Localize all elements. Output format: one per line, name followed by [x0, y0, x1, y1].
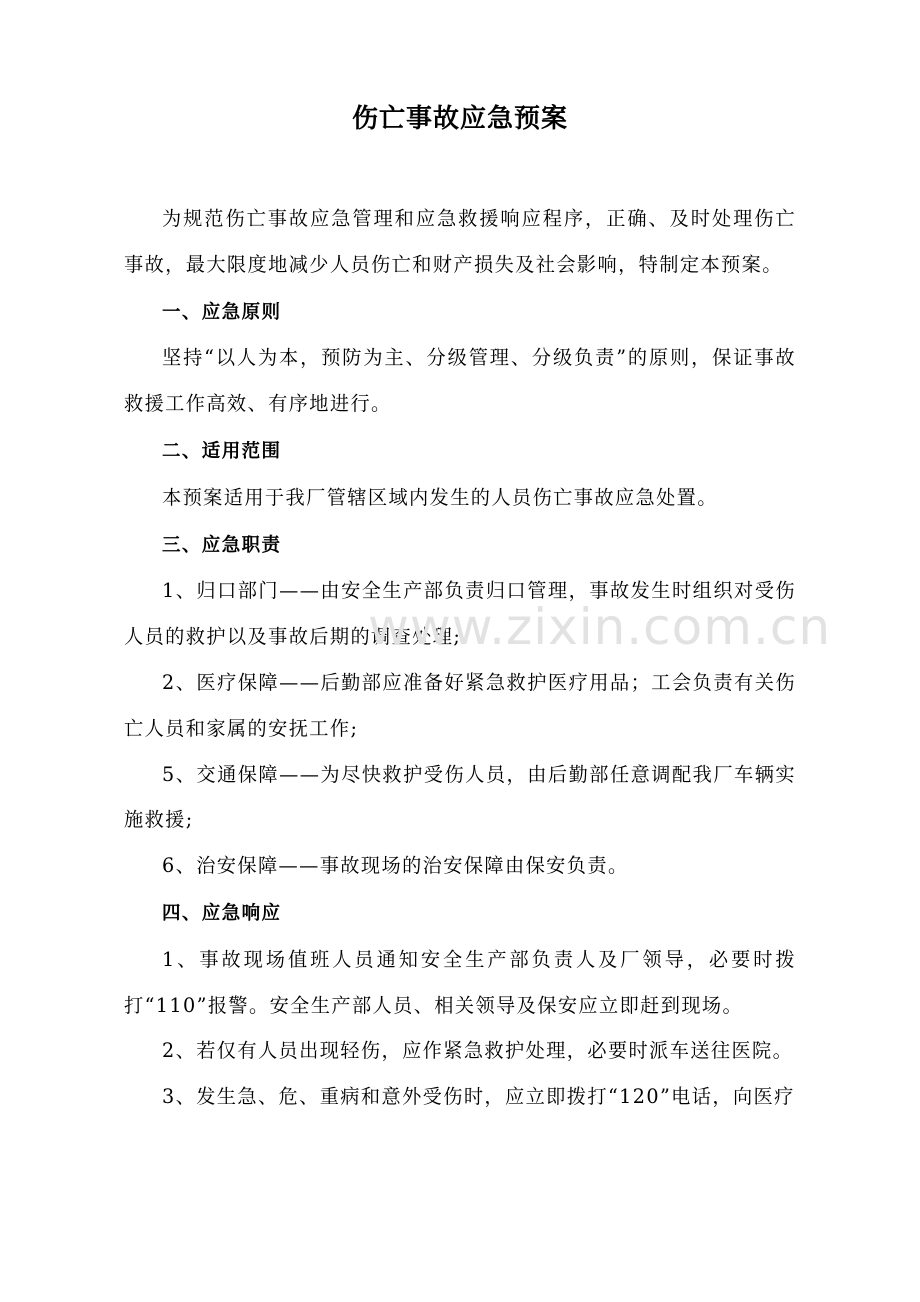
- duty-item: 6、治安保障——事故现场的治安保障由保安负责。: [162, 854, 629, 878]
- section-heading-duties: 三、应急职责: [162, 534, 282, 556]
- intro-paragraph: 为规范伤亡事故应急管理和应急救援响应程序，正确、及时处理伤亡事故，最大限度地减少人员伤亡和财产损失及社会影响，特制定本预案。: [124, 207, 796, 276]
- duty-item: 2、医疗保障——后勤部应准备好紧急救护医疗用品；工会负责有关伤亡人员和家属的安抚工作;: [124, 670, 796, 740]
- section-heading-response: 四、应急响应: [162, 902, 282, 924]
- scope-paragraph: 本预案适用于我厂管辖区域内发生的人员伤亡事故应急处置。: [162, 485, 718, 509]
- section-heading-principles: 一、应急原则: [162, 301, 282, 323]
- document-body: [124, 196, 796, 1120]
- response-item: 3、发生急、危、重病和意外受伤时，应立即拨打“120”电话，向医疗: [162, 1085, 795, 1109]
- watermark-text: www.zixin.com.cn: [368, 598, 832, 656]
- response-item: 2、若仅有人员出现轻伤，应作紧急救护处理，必要时派车送往医院。: [162, 1039, 794, 1063]
- duty-item: 1、归口部门——由安全生产部负责归口管理，事故发生时组织对受伤人员的救护以及事故后期的调查处理;: [124, 579, 796, 649]
- section-heading-scope: 二、适用范围: [162, 440, 282, 462]
- response-item: 1、事故现场值班人员通知安全生产部负责人及厂领导，必要时拨打“110”报警。安全生产部人员、相关领导及保安应立即赶到现场。: [124, 947, 796, 1017]
- principles-paragraph: 坚持“以人为本，预防为主、分级管理、分级负责”的原则，保证事故救援工作高效、有序地进行。: [124, 346, 796, 416]
- document-title: 伤亡事故应急预案: [351, 104, 568, 134]
- duty-item: 5、交通保障——为尽快救护受伤人员，由后勤部任意调配我厂车辆实施救援;: [124, 762, 796, 832]
